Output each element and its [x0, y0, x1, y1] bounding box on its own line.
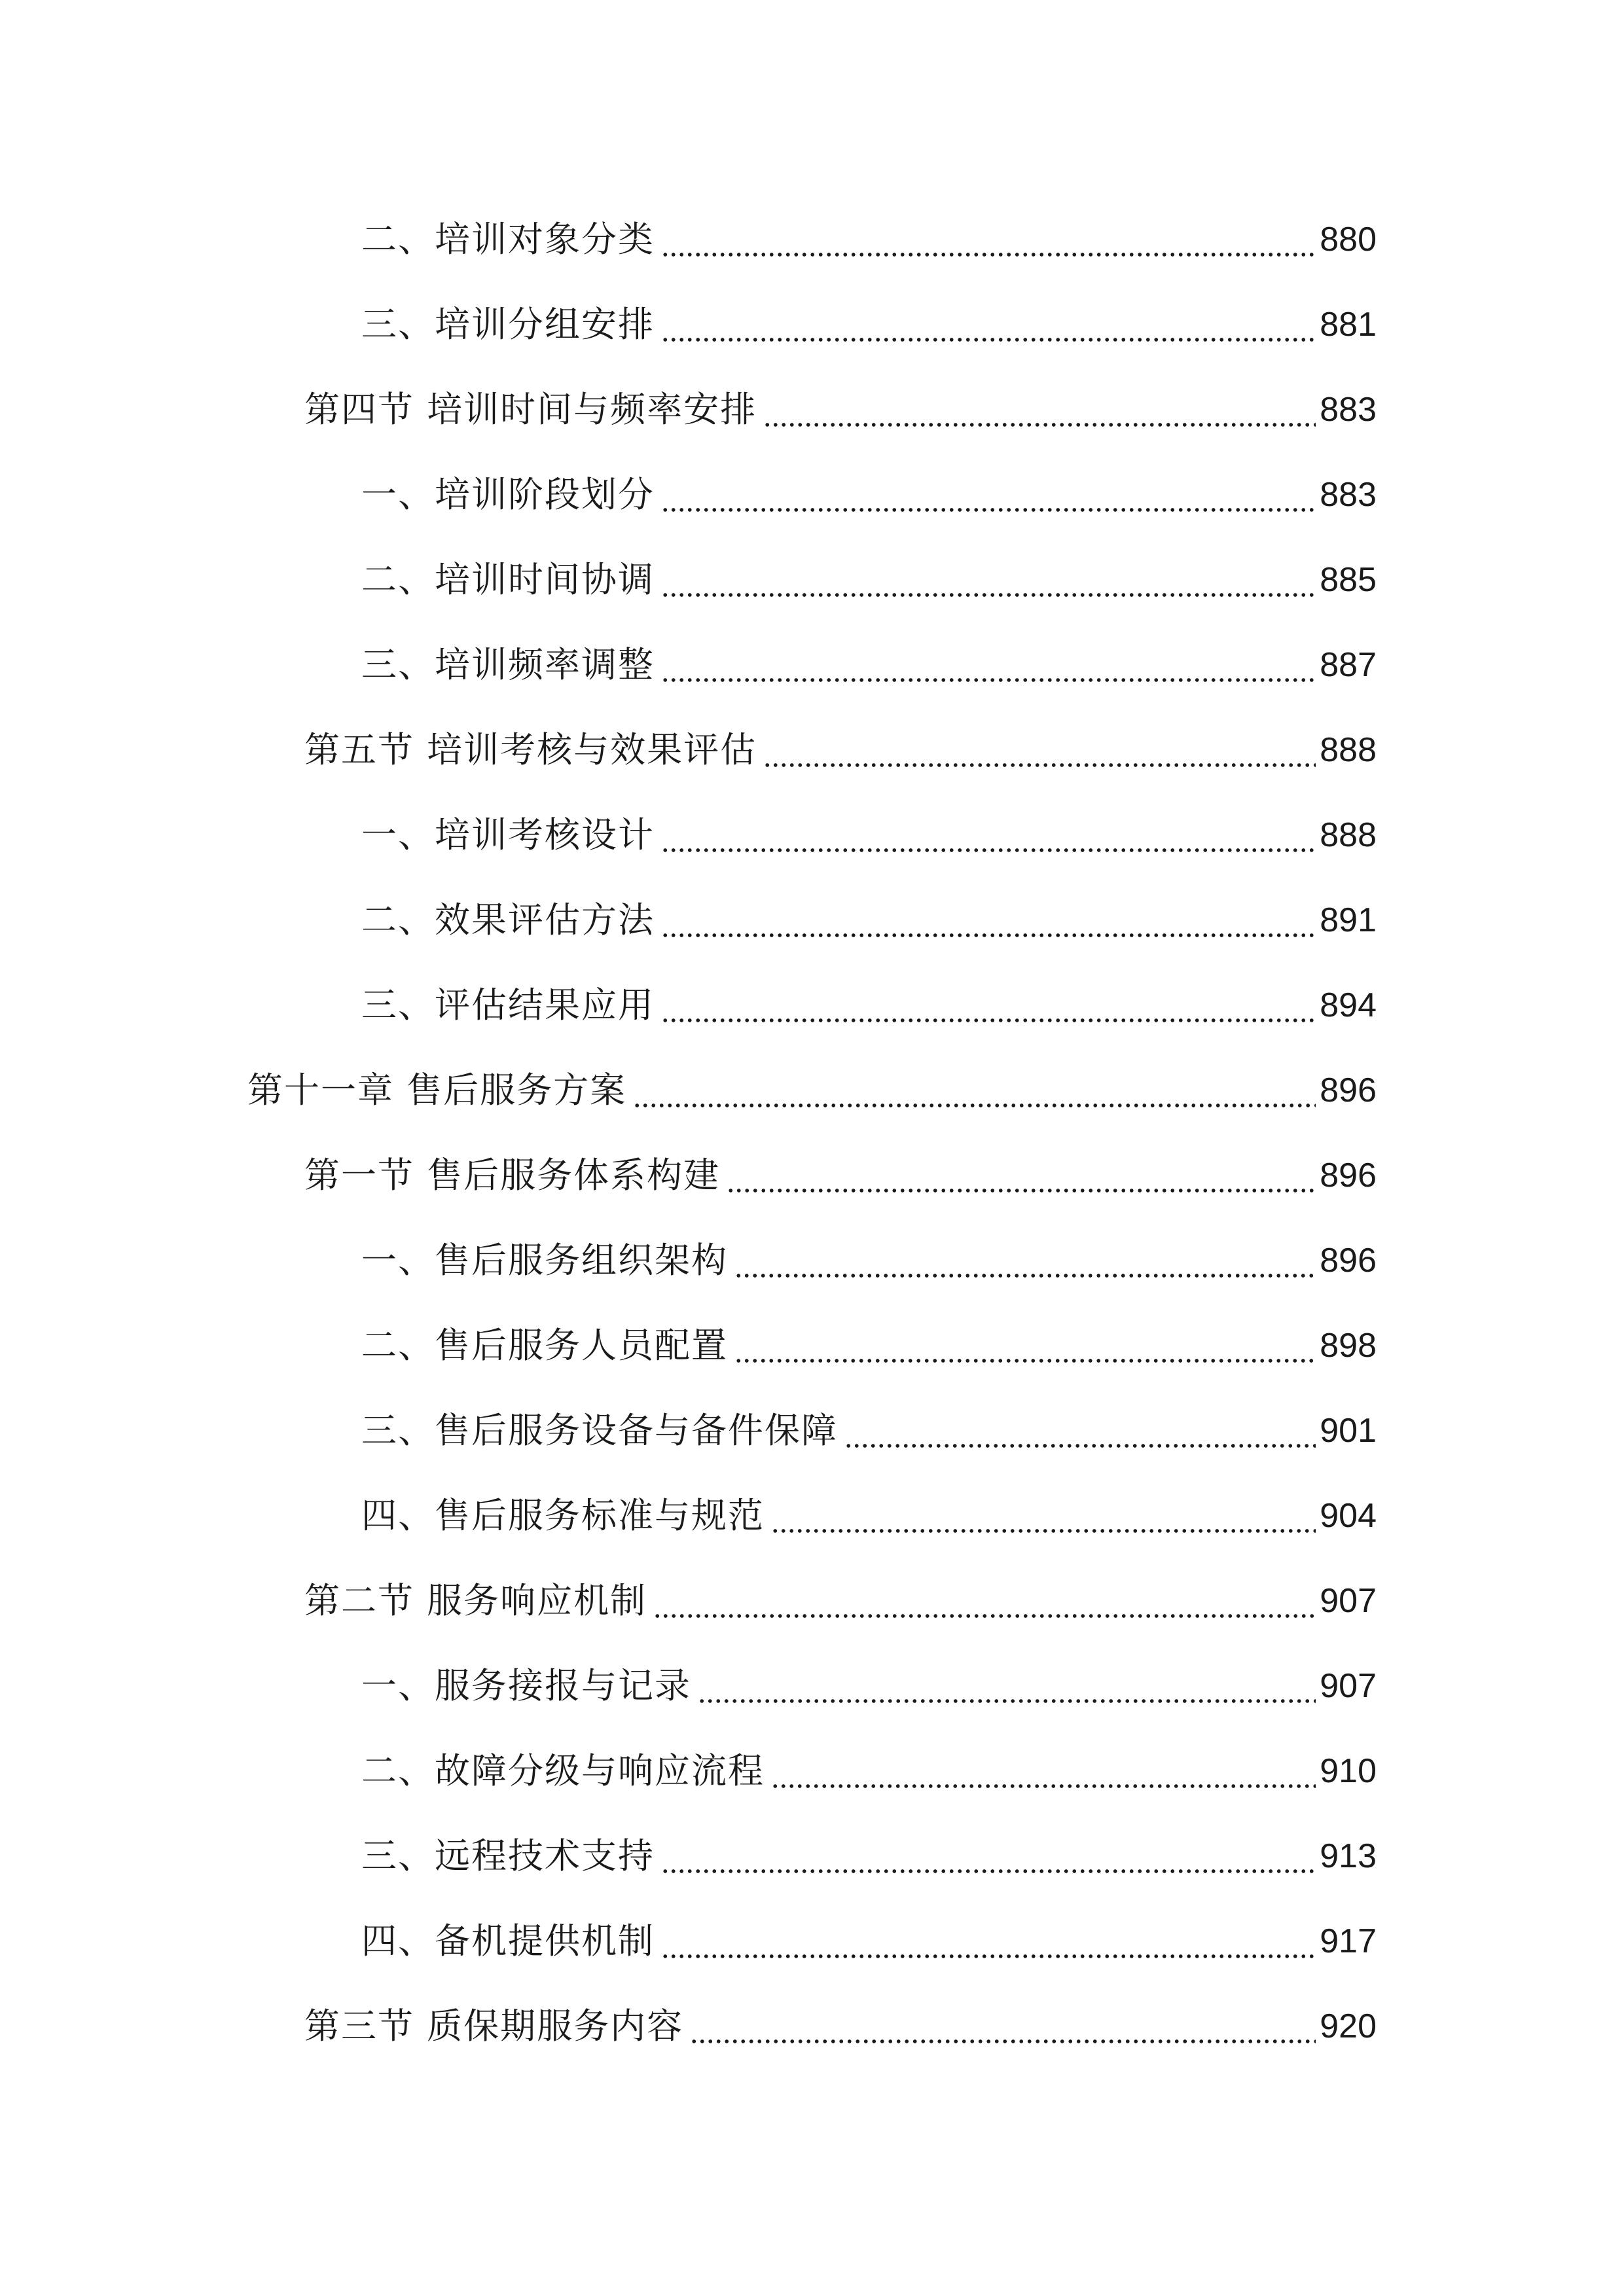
toc-entry-page: 883: [1320, 476, 1377, 514]
dot-leader: [661, 806, 1316, 865]
dot-leader: [661, 636, 1316, 694]
toc-entry-page: 907: [1320, 1582, 1377, 1620]
toc-entry-page: 885: [1320, 561, 1377, 599]
toc-entry-title: 第十一章 售后服务方案: [247, 1069, 627, 1111]
toc-entry[interactable]: [304, 380, 1377, 439]
toc-entry-page: 901: [1320, 1412, 1377, 1450]
dot-leader: [771, 1742, 1316, 1801]
toc-entry-title: 二、培训对象分类: [361, 219, 655, 260]
dot-leader: [734, 1231, 1316, 1290]
toc-entry-page: 894: [1320, 986, 1377, 1024]
toc-entry[interactable]: [361, 1231, 1377, 1290]
dot-leader: [698, 1657, 1316, 1715]
toc-entry-title: 一、售后服务组织架构: [361, 1240, 728, 1281]
toc-entry-title: 二、故障分级与响应流程: [361, 1750, 765, 1791]
toc-entry-page: 888: [1320, 731, 1377, 769]
toc-entry[interactable]: [304, 1571, 1377, 1630]
toc-entry-title: 一、培训考核设计: [361, 814, 655, 855]
toc-entry-title: 第五节 培训考核与效果评估: [304, 729, 757, 770]
toc-entry-title: 二、效果评估方法: [361, 899, 655, 941]
toc-entry-page: 887: [1320, 646, 1377, 684]
toc-entry[interactable]: [304, 1997, 1377, 2056]
dot-leader: [734, 1316, 1316, 1375]
toc-entry-page: 907: [1320, 1667, 1377, 1705]
toc-entry-page: 913: [1320, 1837, 1377, 1875]
toc-entry-page: 910: [1320, 1752, 1377, 1790]
toc-entry[interactable]: [361, 976, 1377, 1035]
toc-entry-page: 896: [1320, 1242, 1377, 1280]
toc-entry-page: 883: [1320, 391, 1377, 429]
toc-entry[interactable]: [361, 1827, 1377, 1886]
toc-entry-title: 二、培训时间协调: [361, 559, 655, 600]
toc-entry-page: 888: [1320, 816, 1377, 854]
dot-leader: [771, 1486, 1316, 1545]
dot-leader: [633, 1061, 1316, 1120]
toc-entry[interactable]: [361, 891, 1377, 950]
toc-entry-page: 898: [1320, 1327, 1377, 1365]
toc-entry[interactable]: [361, 295, 1377, 354]
toc-entry-title: 一、服务接报与记录: [361, 1665, 691, 1706]
toc-entry[interactable]: [361, 806, 1377, 865]
toc-entry-page: 881: [1320, 306, 1377, 344]
toc-entry[interactable]: [247, 1061, 1377, 1120]
toc-entry[interactable]: [361, 1912, 1377, 1971]
toc-entry[interactable]: [361, 1486, 1377, 1545]
toc-entry-title: 三、培训分组安排: [361, 304, 655, 345]
toc-entry-title: 三、售后服务设备与备件保障: [361, 1410, 838, 1451]
toc-entry-title: 二、售后服务人员配置: [361, 1325, 728, 1366]
toc-entry-page: 880: [1320, 221, 1377, 259]
toc-entry-title: 三、培训频率调整: [361, 644, 655, 685]
toc-entry[interactable]: [304, 1146, 1377, 1205]
toc-entry[interactable]: [361, 1657, 1377, 1715]
dot-leader: [661, 976, 1316, 1035]
toc-entry-page: 917: [1320, 1922, 1377, 1960]
toc-entry[interactable]: [361, 1401, 1377, 1460]
toc-entry-title: 四、售后服务标准与规范: [361, 1495, 765, 1536]
toc-entry-title: 四、备机提供机制: [361, 1920, 655, 1962]
dot-leader: [661, 295, 1316, 354]
dot-leader: [763, 380, 1316, 439]
toc-entry-title: 第三节 质保期服务内容: [304, 2005, 684, 2047]
dot-leader: [763, 721, 1316, 780]
dot-leader: [661, 891, 1316, 950]
dot-leader: [661, 465, 1316, 524]
toc-entry-title: 第二节 服务响应机制: [304, 1580, 647, 1621]
toc-entry-title: 三、评估结果应用: [361, 984, 655, 1026]
toc-entry[interactable]: [361, 1316, 1377, 1375]
toc-entry[interactable]: [361, 550, 1377, 609]
dot-leader: [844, 1401, 1316, 1460]
toc-entry-title: 三、远程技术支持: [361, 1835, 655, 1876]
dot-leader: [661, 550, 1316, 609]
dot-leader: [661, 1827, 1316, 1886]
toc-entry[interactable]: [361, 636, 1377, 694]
toc-entry-title: 第一节 售后服务体系构建: [304, 1155, 721, 1196]
toc-entry[interactable]: [304, 721, 1377, 780]
toc-entry-title: 第四节 培训时间与频率安排: [304, 389, 757, 430]
dot-leader: [661, 210, 1316, 269]
dot-leader: [690, 1997, 1316, 2056]
toc-entry[interactable]: [361, 210, 1377, 269]
toc-entry-page: 891: [1320, 901, 1377, 939]
toc-entry[interactable]: [361, 465, 1377, 524]
toc-entry-title: 一、培训阶段划分: [361, 474, 655, 515]
toc-entry-page: 896: [1320, 1071, 1377, 1109]
toc-entry-page: 920: [1320, 2007, 1377, 2045]
toc-entry-page: 904: [1320, 1497, 1377, 1535]
toc-entry-page: 896: [1320, 1157, 1377, 1194]
dot-leader: [727, 1146, 1316, 1205]
dot-leader: [653, 1571, 1316, 1630]
toc-entry[interactable]: [361, 1742, 1377, 1801]
dot-leader: [661, 1912, 1316, 1971]
